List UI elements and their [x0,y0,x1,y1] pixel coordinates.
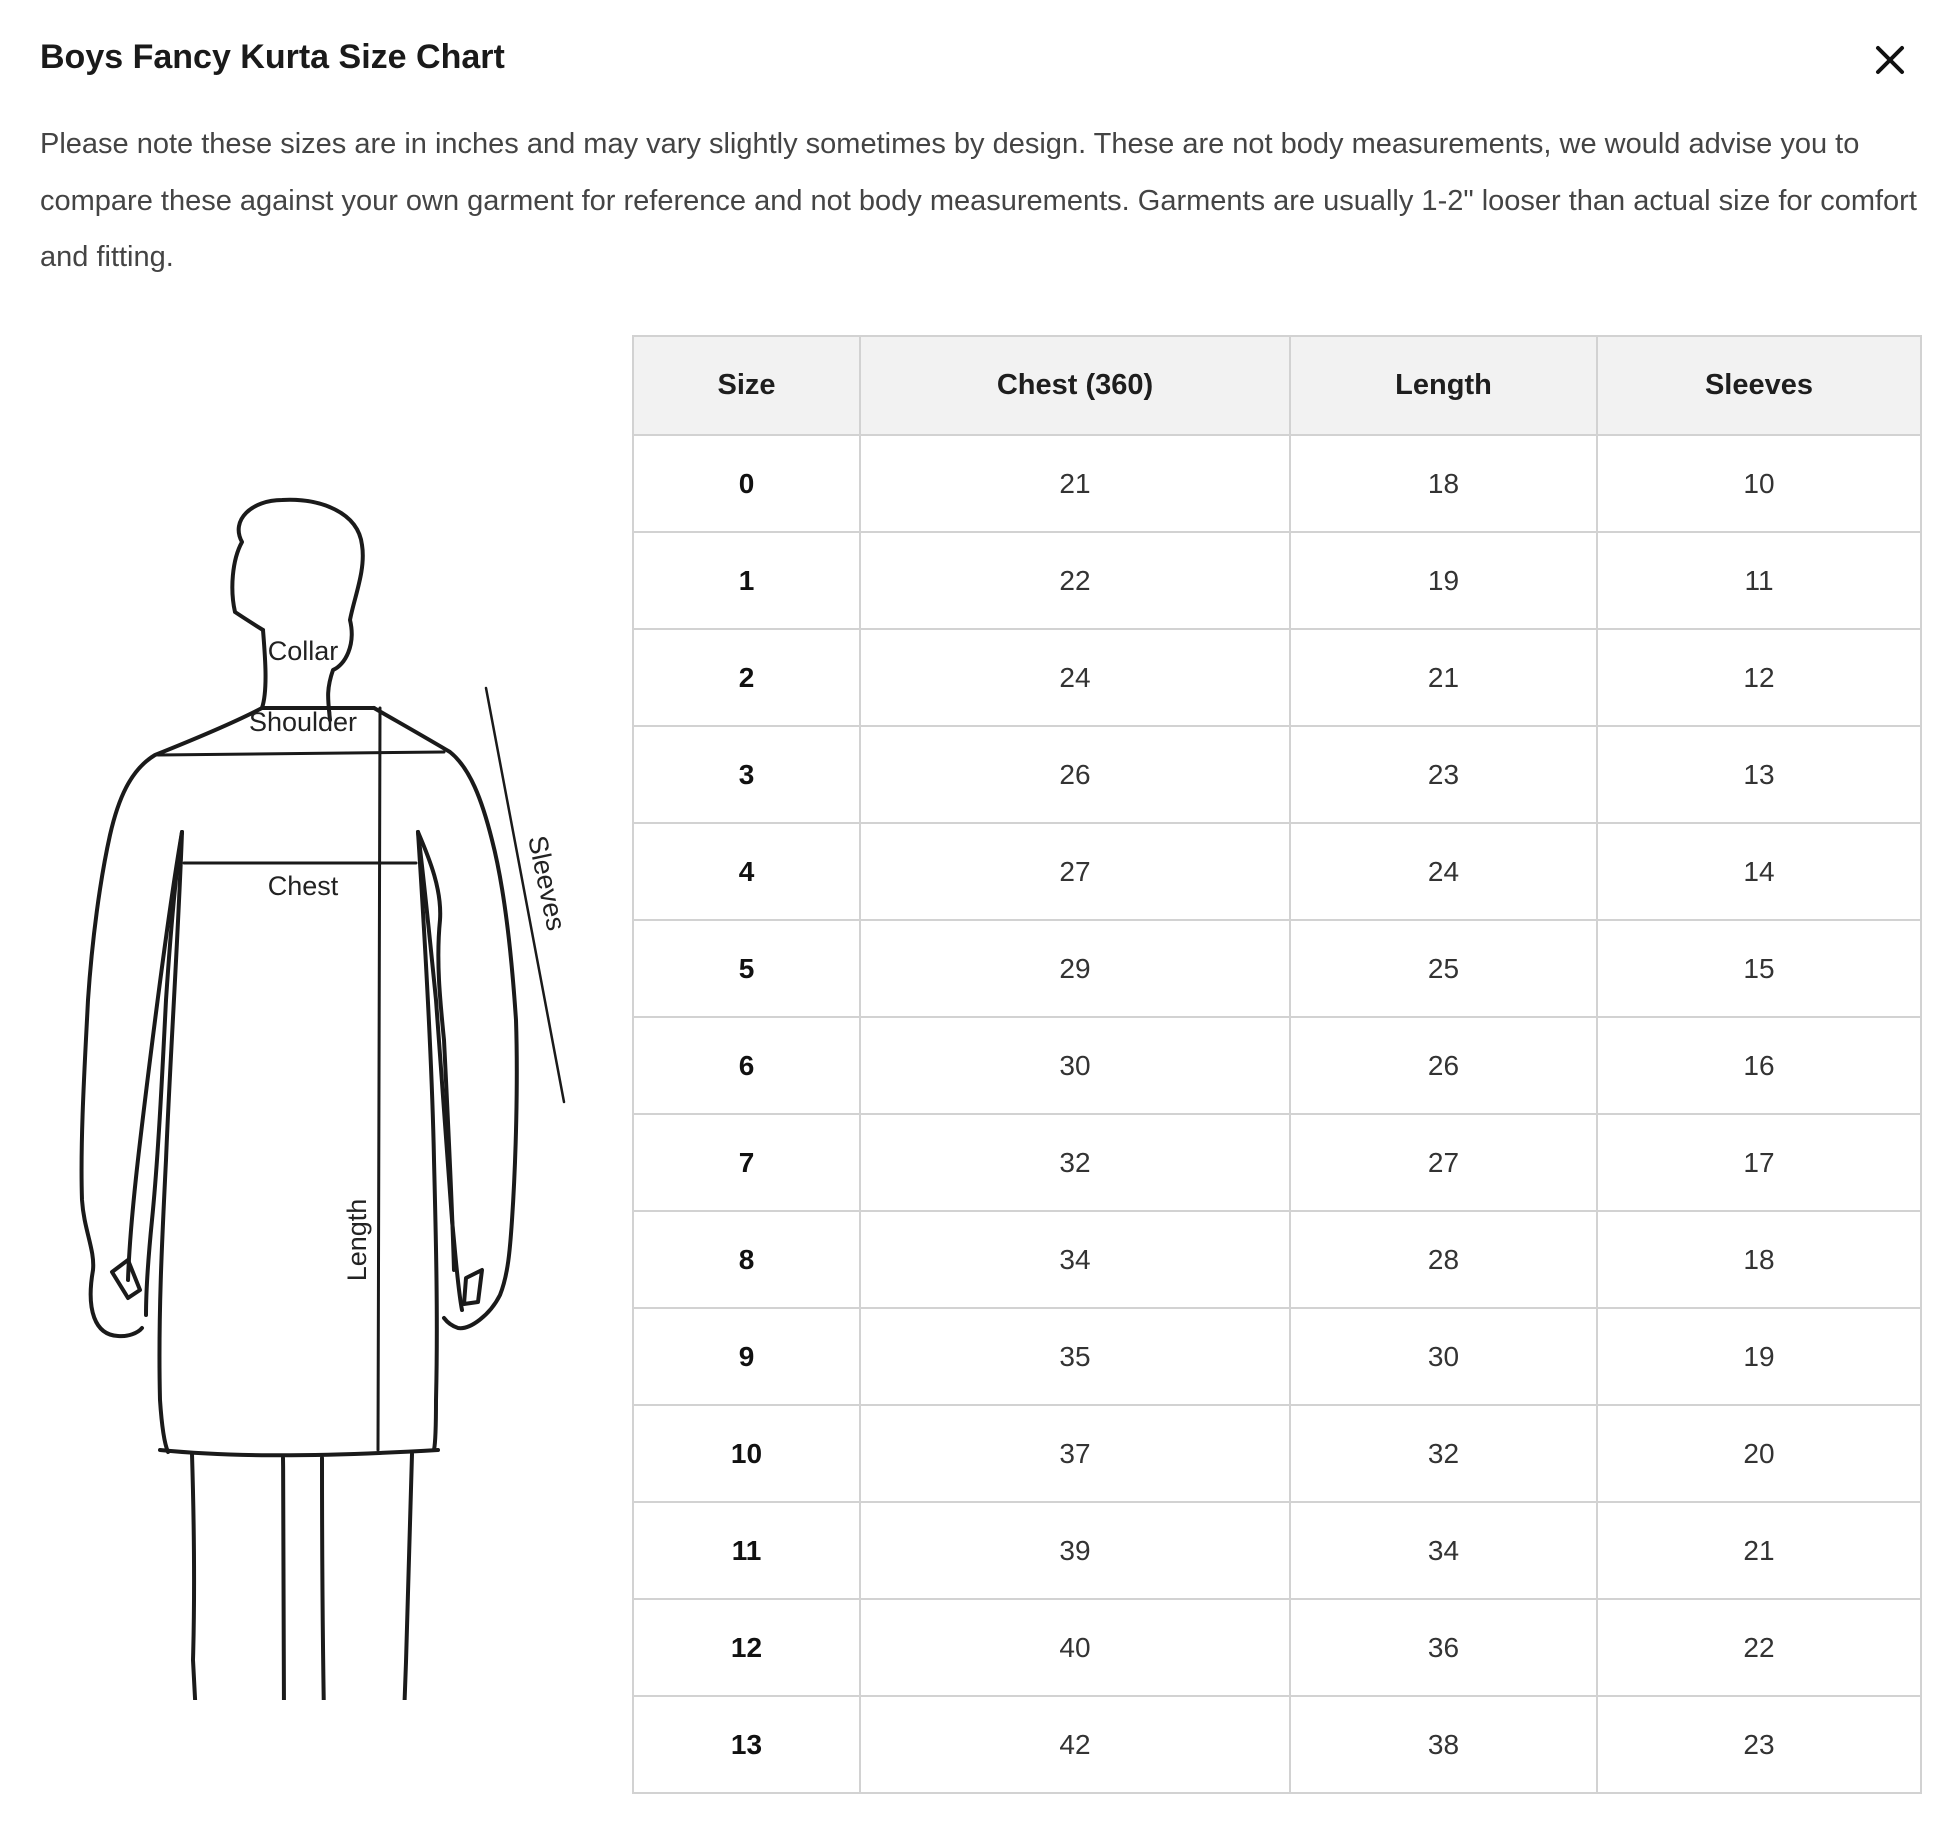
modal-title: Boys Fancy Kurta Size Chart [40,38,505,76]
table-row [633,1502,1921,1599]
sleeves-cell: 15 [1597,920,1921,1017]
size-cell: 6 [633,1017,860,1114]
chest-cell: 39 [860,1502,1290,1599]
label-sleeves: Sleeves [522,833,572,934]
chest-cell: 24 [860,629,1290,726]
length-cell: 26 [1290,1017,1597,1114]
label-shoulder: Shoulder [248,707,358,737]
sleeves-cell: 19 [1597,1308,1921,1405]
length-cell: 19 [1290,532,1597,629]
length-cell: 25 [1290,920,1597,1017]
length-cell: 18 [1290,435,1597,532]
chest-cell: 32 [860,1114,1290,1211]
chest-cell: 30 [860,1017,1290,1114]
sleeves-cell: 20 [1597,1405,1921,1502]
header-chest: Chest (360) [860,336,1290,435]
sleeves-cell: 12 [1597,629,1921,726]
size-cell: 1 [633,532,860,629]
length-cell: 27 [1290,1114,1597,1211]
table-row [633,1308,1921,1405]
sleeves-cell: 16 [1597,1017,1921,1114]
sleeves-cell: 14 [1597,823,1921,920]
close-icon [1875,45,1905,75]
chest-cell: 27 [860,823,1290,920]
close-button[interactable] [1862,32,1918,88]
label-collar: Collar [267,636,339,666]
length-cell: 24 [1290,823,1597,920]
header-size: Size [633,336,860,435]
chest-cell: 26 [860,726,1290,823]
table-row [633,1211,1921,1308]
chest-cell: 35 [860,1308,1290,1405]
table-row [633,1599,1921,1696]
sleeves-cell: 22 [1597,1599,1921,1696]
size-cell: 12 [633,1599,860,1696]
length-cell: 23 [1290,726,1597,823]
table-row [633,629,1921,726]
size-table-body [633,435,1921,1793]
label-chest: Chest [267,871,339,901]
sleeves-cell: 13 [1597,726,1921,823]
size-note: Please note these sizes are in inches and may vary slightly sometimes by design. These are not body measurements, we would advise you to compare these against your own garment for reference and not body measurements. Garments are usually 1-2" looser than actual size for comfort and fitting. [40,128,1917,273]
table-row [633,1696,1921,1793]
size-cell: 9 [633,1308,860,1405]
length-cell: 30 [1290,1308,1597,1405]
sleeves-cell: 11 [1597,532,1921,629]
length-cell: 36 [1290,1599,1597,1696]
table-row [633,1114,1921,1211]
chest-cell: 21 [860,435,1290,532]
figure-labels-layer [0,440,600,1700]
chest-cell: 42 [860,1696,1290,1793]
chest-cell: 29 [860,920,1290,1017]
size-cell: 11 [633,1502,860,1599]
header-length: Length [1290,336,1597,435]
sleeves-cell: 21 [1597,1502,1921,1599]
sleeves-cell: 17 [1597,1114,1921,1211]
length-cell: 38 [1290,1696,1597,1793]
chest-cell: 40 [860,1599,1290,1696]
sleeves-cell: 10 [1597,435,1921,532]
table-row [633,1017,1921,1114]
table-row [633,1405,1921,1502]
size-cell: 5 [633,920,860,1017]
length-cell: 34 [1290,1502,1597,1599]
length-cell: 32 [1290,1405,1597,1502]
chest-cell: 22 [860,532,1290,629]
label-length: Length [342,1198,372,1282]
size-cell: 8 [633,1211,860,1308]
sleeves-cell: 23 [1597,1696,1921,1793]
table-row [633,532,1921,629]
size-cell: 10 [633,1405,860,1502]
sleeves-cell: 18 [1597,1211,1921,1308]
table-row [633,920,1921,1017]
length-cell: 28 [1290,1211,1597,1308]
length-cell: 21 [1290,629,1597,726]
kurta-measurement-figure [0,440,600,1700]
table-row [633,823,1921,920]
chest-cell: 37 [860,1405,1290,1502]
size-cell: 7 [633,1114,860,1211]
table-header-row [633,336,1921,435]
table-row [633,435,1921,532]
size-cell: 4 [633,823,860,920]
table-row [633,726,1921,823]
size-cell: 13 [633,1696,860,1793]
size-cell: 0 [633,435,860,532]
size-cell: 2 [633,629,860,726]
header-sleeves: Sleeves [1597,336,1921,435]
chest-cell: 34 [860,1211,1290,1308]
size-cell: 3 [633,726,860,823]
size-chart-table [632,335,1922,1794]
